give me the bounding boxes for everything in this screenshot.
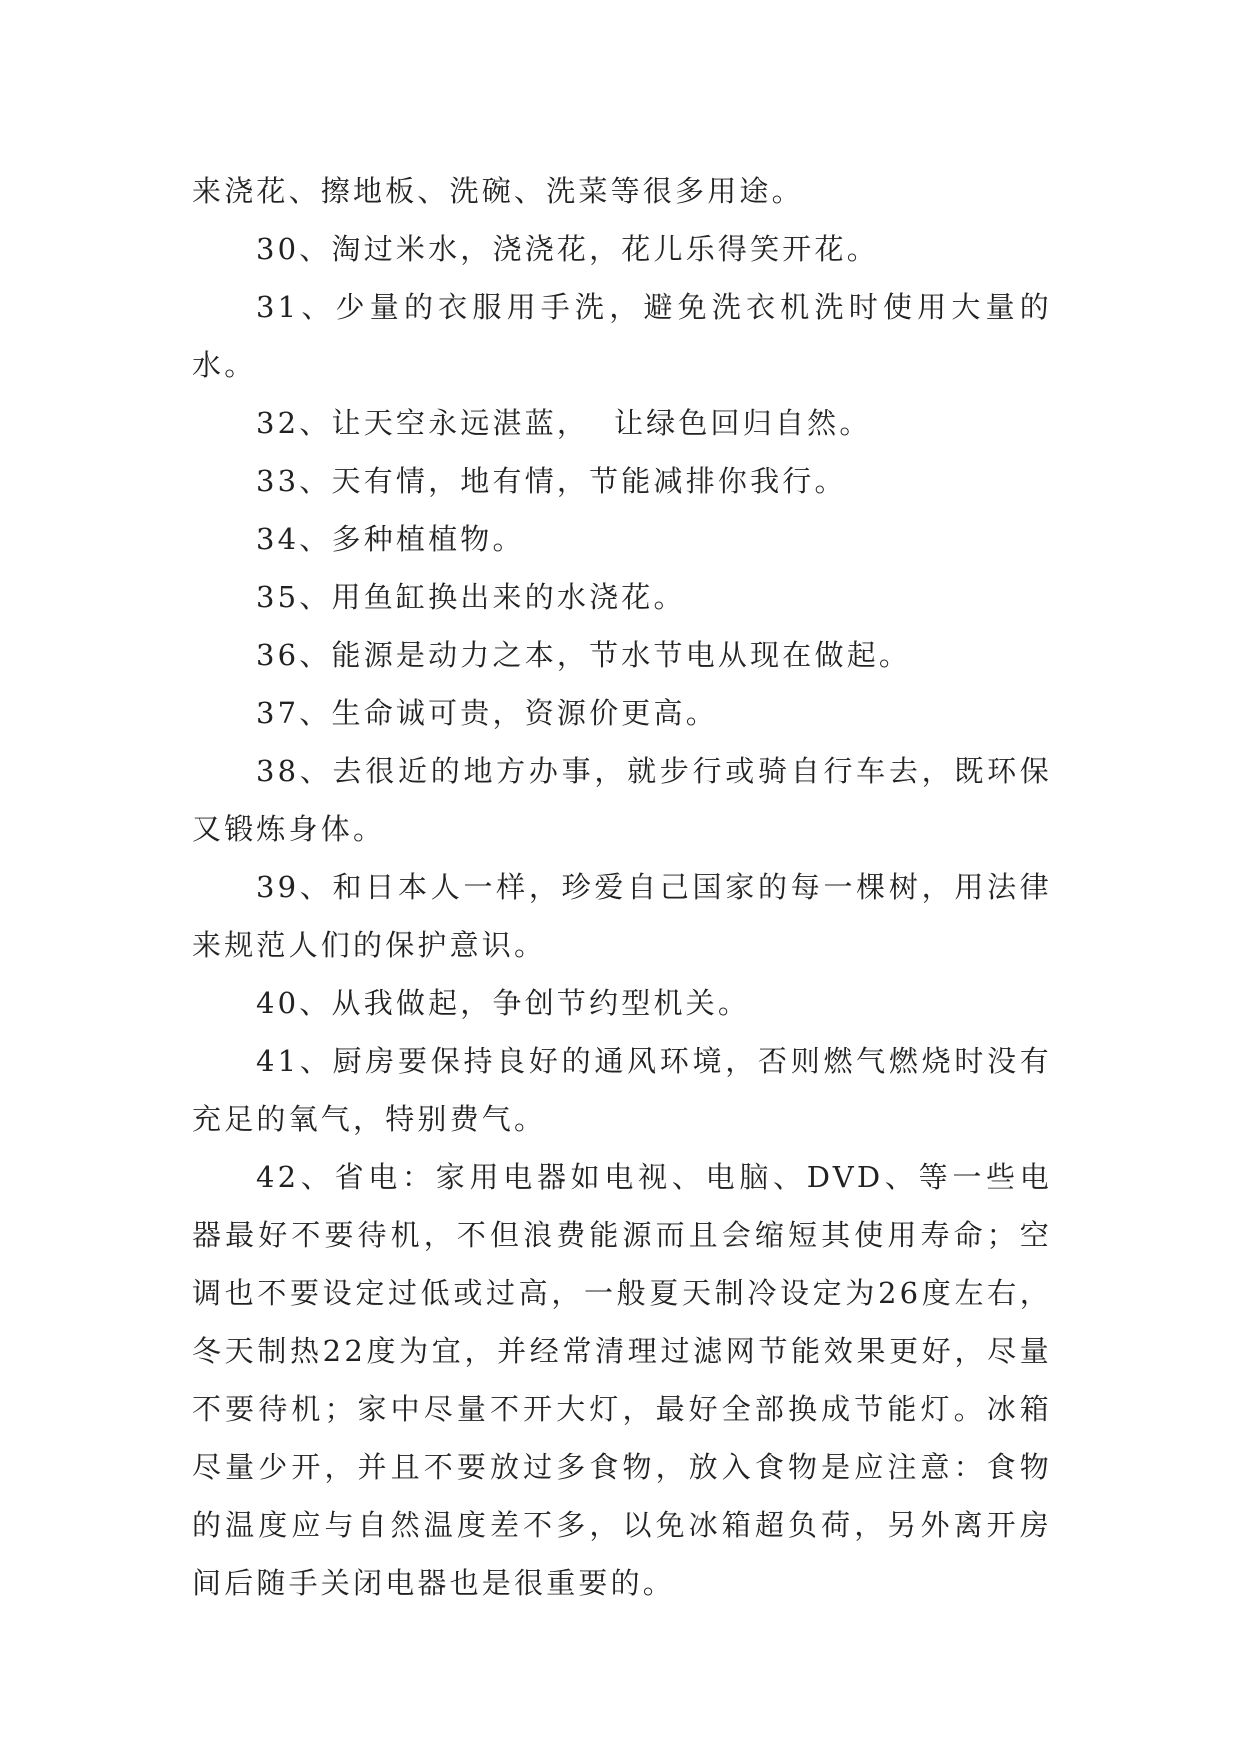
paragraph-item-38: 38、去很近的地方办事，就步行或骑自行车去，既环保又锻炼身体。 <box>192 754 1052 846</box>
paragraph-item-35: 35、用鱼缸换出来的水浇花。 <box>256 580 686 614</box>
paragraph-continuation: 来浇花、擦地板、洗碗、洗菜等很多用途。 <box>192 174 804 208</box>
paragraph-item-41: 41、厨房要保持良好的通风环境，否则燃气燃烧时没有充足的氧气，特别费气。 <box>192 1044 1052 1136</box>
paragraph-item-40: 40、从我做起，争创节约型机关。 <box>256 986 751 1020</box>
paragraph-item-36: 36、能源是动力之本，节水节电从现在做起。 <box>256 638 912 672</box>
document-body <box>192 162 1052 1612</box>
paragraph-item-32: 32、让天空永远湛蓝， 让绿色回归自然。 <box>256 406 872 440</box>
paragraph-item-37: 37、生命诚可贵，资源价更高。 <box>256 696 718 730</box>
paragraph-item-30: 30、淘过米水，浇浇花，花儿乐得笑开花。 <box>256 232 879 266</box>
paragraph-item-33: 33、天有情，地有情，节能减排你我行。 <box>256 464 847 498</box>
paragraph-item-39: 39、和日本人一样，珍爱自己国家的每一棵树，用法律来规范人们的保护意识。 <box>192 870 1052 962</box>
paragraph-item-42: 42、省电：家用电器如电视、电脑、DVD、等一些电器最好不要待机，不但浪费能源而且会缩短其使用寿命；空调也不要设定过低或过高，一般夏天制冷设定为26度左右，冬天制热22度为宜，并经常清理过滤网节能效果更好，尽量不要待机；家中尽量不开大灯，最好全部换成节能灯。冰箱尽量少开，并且不要放过多食物，放入食物是应注意：食物的温度应与自然温度差不多，以免冰箱超负荷，另外离开房间后随手关闭电器也是很重要的。 <box>192 1160 1052 1600</box>
paragraph-item-31: 31、少量的衣服用手洗，避免洗衣机洗时使用大量的水。 <box>192 290 1052 382</box>
paragraph-item-34: 34、多种植植物。 <box>256 522 525 556</box>
